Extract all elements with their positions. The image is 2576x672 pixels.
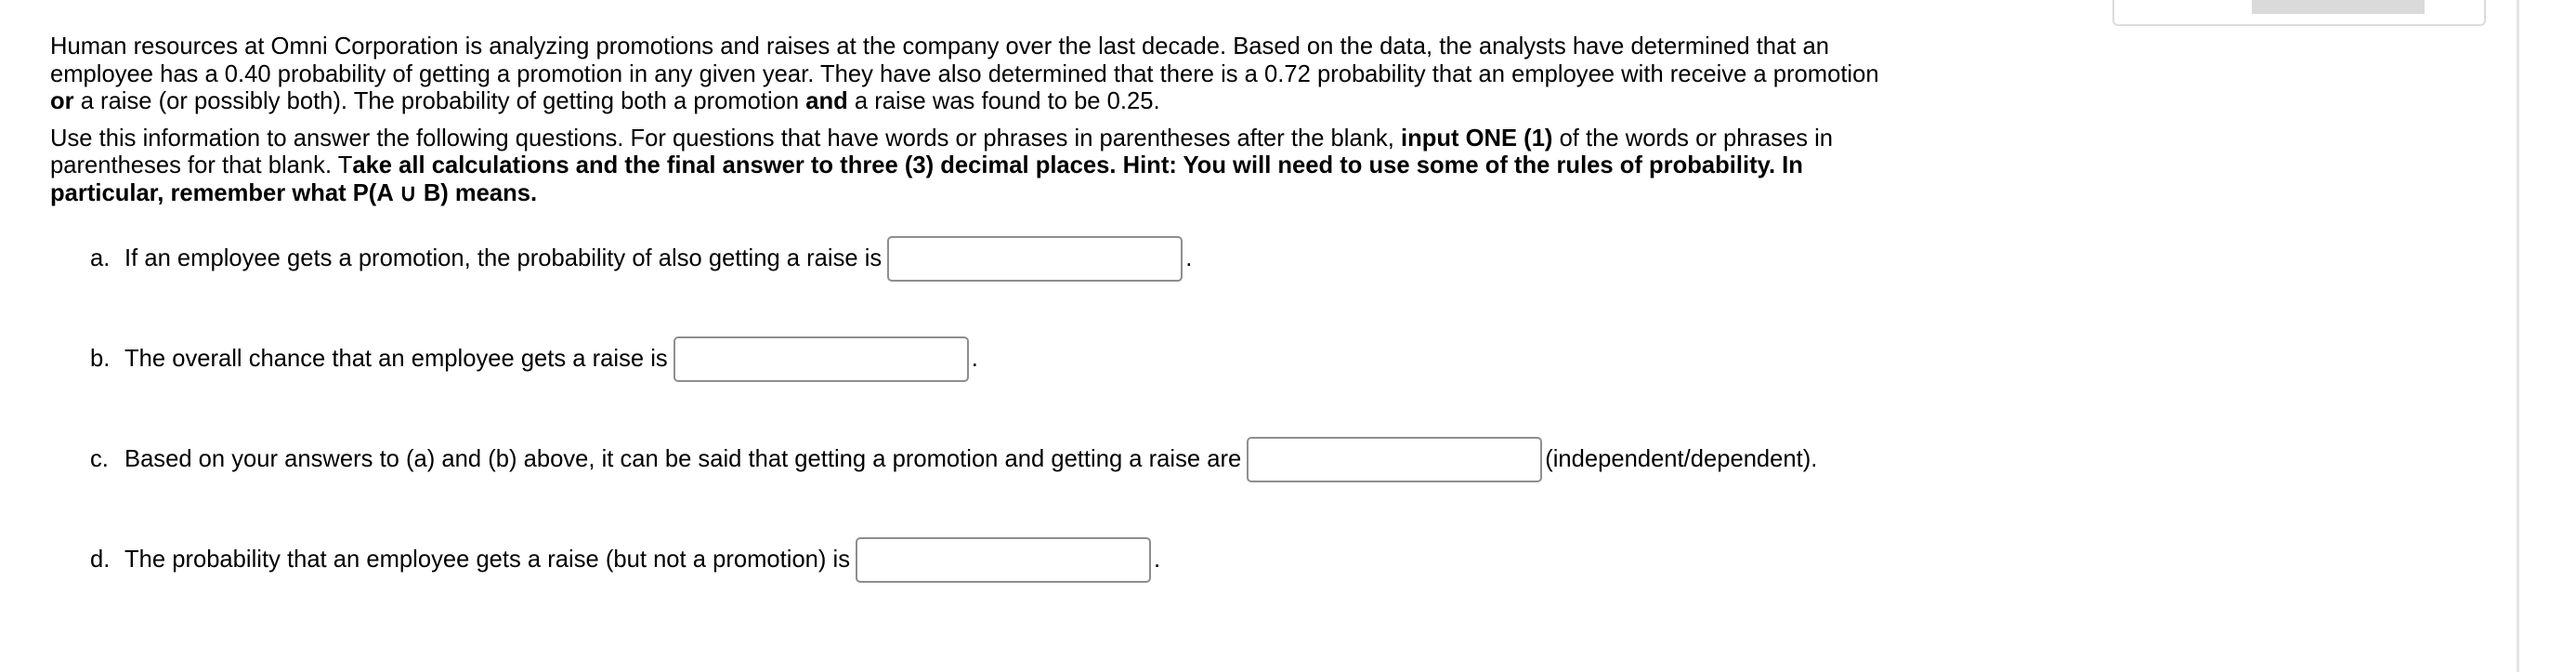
problem-paragraph-1 bbox=[50, 33, 1880, 116]
question-b-suffix: . bbox=[971, 346, 978, 372]
p2-text-2: of the words or phrases in parentheses for that blank. T bbox=[50, 125, 1834, 178]
question-d-letter: d. bbox=[90, 547, 111, 573]
p1-text-3: a raise was found to be 0.25. bbox=[847, 88, 1160, 114]
top-right-button-placeholder[interactable] bbox=[2252, 0, 2425, 14]
answer-d-input[interactable] bbox=[856, 537, 1151, 583]
question-a-text: If an employee gets a promotion, the probability of also getting a raise is bbox=[124, 245, 883, 271]
question-b-text: The overall chance that an employee gets a raise is bbox=[124, 346, 668, 372]
p2-bold-input-one: input ONE (1) bbox=[1400, 125, 1553, 152]
answer-b-input[interactable] bbox=[673, 336, 969, 382]
question-a-suffix: . bbox=[1185, 245, 1193, 271]
question-b-letter: b. bbox=[90, 346, 111, 372]
question-a-letter: a. bbox=[90, 245, 111, 271]
p1-bold-or: or bbox=[50, 88, 74, 114]
question-b bbox=[90, 336, 978, 382]
question-c-letter: c. bbox=[90, 446, 109, 472]
p2-bold-instructions: ake all calculations and the final answer to three (3) decimal places. Hint: You will need to use some of the rules of probability. In particular, remember what P(A ∪ B) means. bbox=[50, 152, 1803, 206]
question-d-text: The probability that an employee gets a raise (but not a promotion) is bbox=[124, 547, 851, 573]
question-d bbox=[90, 537, 1160, 583]
question-c-suffix: (independent/dependent). bbox=[1545, 446, 1818, 472]
problem-paragraph-2 bbox=[50, 125, 1880, 208]
problem-statement bbox=[50, 33, 1880, 207]
p2-text-1: Use this information to answer the following questions. For questions that have words or phrases in parentheses after the blank, bbox=[50, 125, 1401, 152]
answer-c-input[interactable] bbox=[1247, 437, 1542, 482]
p1-text-1: Human resources at Omni Corporation is analyzing promotions and raises at the company over the last decade. Based on the data, the analysts have determined that an employee has a 0.40 probability of getting a promotion in any given year. They have also determined that there is a 0.72 probability that an employee with receive a promotion bbox=[50, 33, 1879, 87]
vertical-scrollbar-track[interactable] bbox=[2517, 0, 2519, 672]
p1-text-2: a raise (or possibly both). The probability of getting both a promotion bbox=[73, 88, 806, 114]
question-c bbox=[90, 437, 1817, 482]
p1-bold-and: and bbox=[805, 88, 848, 114]
question-d-suffix: . bbox=[1154, 547, 1161, 573]
question-a bbox=[90, 236, 1192, 282]
answer-a-input[interactable] bbox=[887, 236, 1183, 282]
question-c-text: Based on your answers to (a) and (b) above, it can be said that getting a promotion and getting a raise are bbox=[124, 446, 1242, 472]
